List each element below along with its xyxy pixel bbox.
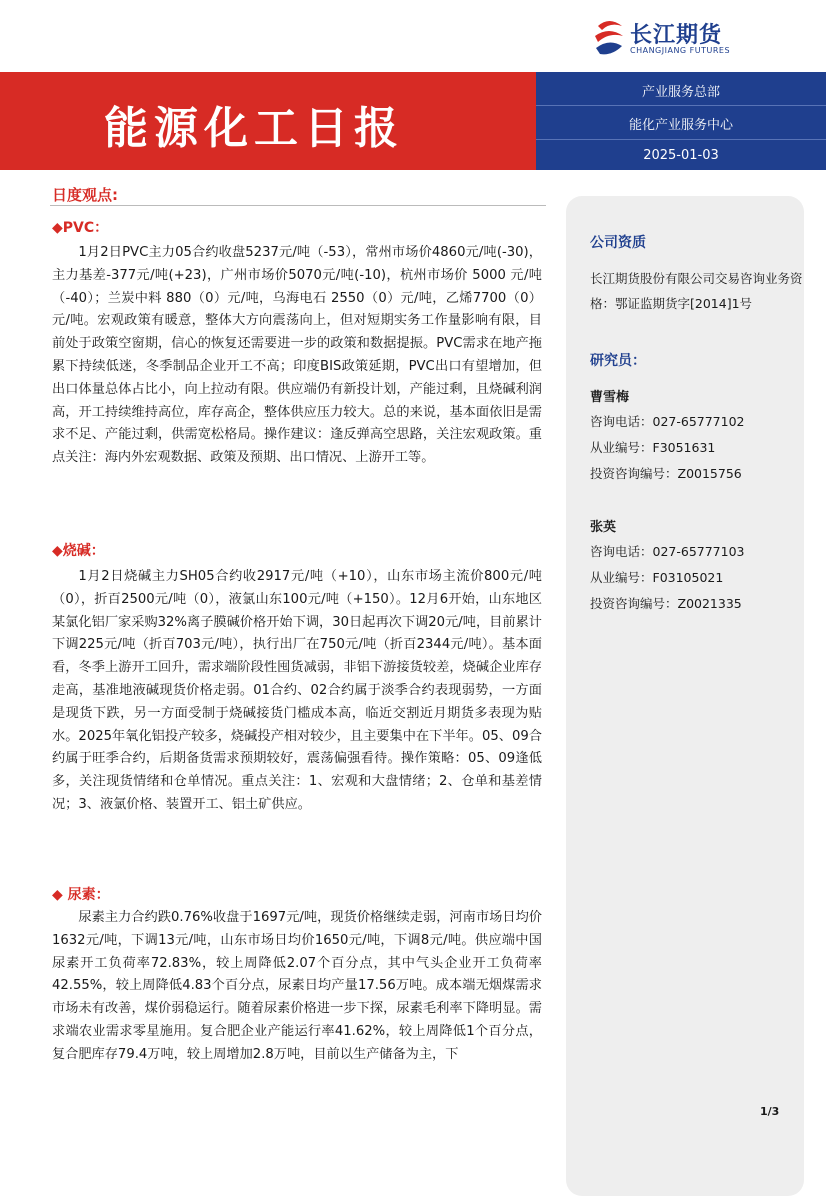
researcher-consult-id: 投资咨询编号：Z0021335 — [590, 596, 742, 611]
researchers-title: 研究员： — [590, 353, 646, 369]
report-date: 2025-01-03 — [643, 148, 719, 163]
company-qualification-text: 长江期货股份有限公司交易咨询业务资格：鄂证监期货字[2014]1号 — [590, 271, 803, 311]
logo-emblem-icon — [592, 18, 626, 58]
company-logo — [592, 16, 762, 60]
center-label: 能化产业服务中心 — [628, 118, 733, 133]
company-qualification-title: 公司资质 — [590, 235, 646, 251]
logo-text-en: CHANGJIANG FUTURES — [630, 46, 731, 55]
logo-text-cn: 长江期货 — [630, 23, 723, 48]
researcher-practice-id: 从业编号：F3051631 — [590, 440, 716, 455]
page-number: 1/3 — [760, 1105, 780, 1118]
researcher-phone: 咨询电话：027-65777103 — [590, 544, 745, 559]
urea-section-text: 尿素主力合约跌0.76%收盘于1697元/吨，现货价格继续走弱，河南市场日均价1632元/吨，下调13元/吨，山东市场日均价1650元/吨，下调8元/吨。供应端中国尿素开工负荷率72.83%，较上周降低2.07个百分点，其中气头企业开工负荷率42.55%，较上周降低4.83个百分点，尿素日均产量17.56万吨。成本端无烟煤需求市场未有改善，煤价弱稳运行。随着尿素价格进一步下探，尿素毛利率下降明显。需求端农业需求零星施用。复合肥企业产能运行率41.62%，较上周降低1个百分点，复合肥库存79.4万吨，较上周增加2.8万吨，目前以生产储备为主，下 — [52, 910, 542, 1062]
researcher-name: 张英 — [590, 520, 617, 535]
pvc-section-title: ◆PVC： — [52, 220, 109, 236]
report-title: 能源化工日报 — [104, 103, 404, 154]
info-divider — [536, 139, 826, 140]
researcher-consult-id: 投资咨询编号：Z0015756 — [590, 466, 742, 481]
researcher-phone: 咨询电话：027-65777102 — [590, 414, 745, 429]
report-info-box — [536, 72, 826, 170]
caustic-soda-section-text: 1月2日烧碱主力SH05合约收2917元/吨（+10），山东市场主流价800元/吨（0），折百2500元/吨（0），液氯山东100元/吨（+150）。12月6开始，山东地区某氯化铝厂家采购32%离子膜碱价格开始下调，30日起再次下调20元/吨，目前累计下调225元/吨（折百703元/吨），执行出厂在750元/吨（折百2344元/吨）。基本面看，冬季上游开工回升，需求端阶段性囤货减弱，非铝下游接货较差，烧碱企业库存走高，基准地液碱现货价格走弱。01合约、02合约属于淡季合约表现弱势，一方面是现货下跌，另一方面受制于烧碱接货门槛成本高，临近交割近月期货多表现为贴水。2025年氧化铝投产较多，烧碱投产相对较少，且主要集中在下半年。05、09合约属于旺季合约，后期备货需求预期较好，震荡偏强看待。操作策略：05、09逢低多，关注现货情绪和仓单情况。重点关注：1、宏观和大盘情绪；2、仓单和基差情况；3、液氯价格、装置开工、铝土矿供应。 — [52, 569, 542, 812]
urea-section-title: ◆ 尿素： — [52, 887, 110, 903]
researcher-practice-id: 从业编号：F03105021 — [590, 570, 724, 585]
sidebar-panel — [566, 196, 804, 1196]
researcher-name: 曹雪梅 — [590, 390, 630, 405]
department-label: 产业服务总部 — [641, 85, 720, 100]
title-banner — [0, 72, 536, 170]
heading-divider — [50, 205, 546, 206]
caustic-soda-section-title: ◆烧碱： — [52, 543, 105, 559]
info-divider — [536, 105, 826, 106]
daily-view-heading: 日度观点: — [52, 186, 118, 204]
pvc-section-text: 1月2日PVC主力05合约收盘5237元/吨（-53），常州市场价4860元/吨(-30)，主力基差-377元/吨(+23)，广州市场价5070元/吨(-10)，杭州市场价 5000 元/吨（-40）；兰炭中料 880（0）元/吨，乌海电石 2550（0）元/吨，乙烯7700（0）元/吨。宏观政策有暖意，整体大方向震荡向上，但对短期实务工作量影响有限，目前处于政策空窗期，信心的恢复还需要进一步的政策和数据提振。PVC需求在地产拖累下持续低迷，冬季制品企业开工不高；印度BIS政策延期，PVC出口有望增加，但出口体量总体占比小，向上拉动有限。供应端仍有新投计划，产能过剩，且烧碱利润高，开工持续维持高位，库存高企，整体供应压力较大。总的来说，基本面依旧是需求不足、产能过剩，供需宽松格局。操作建议：逢反弹高空思路，关注宏观政策。重点关注：海内外宏观数据、政策及预期、出口情况、上游开工等。 — [52, 245, 542, 466]
